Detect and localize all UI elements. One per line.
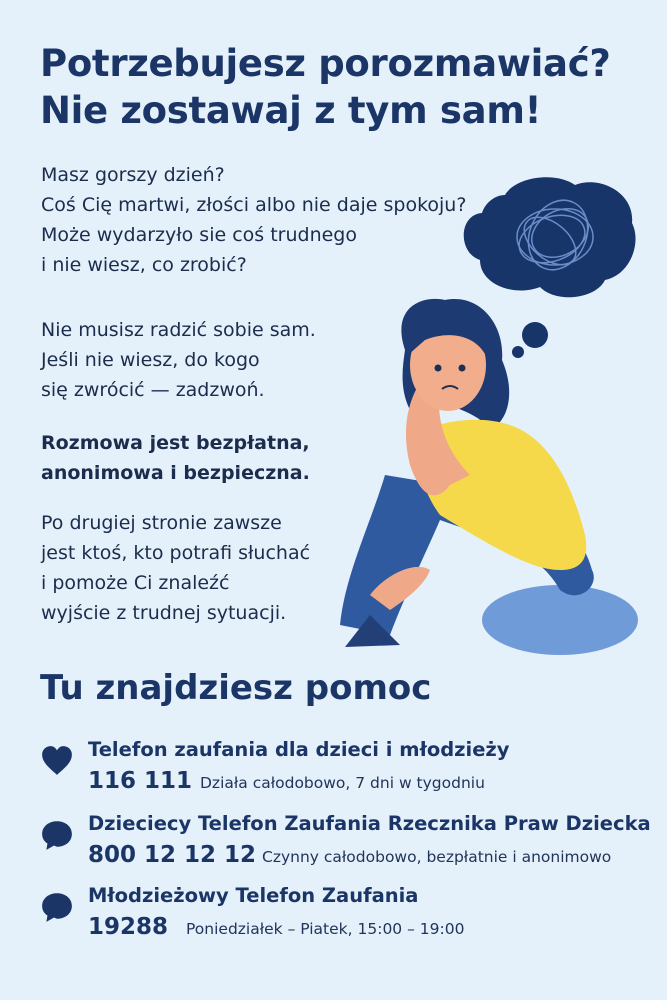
title-line-2: Nie zostawaj z tym sam! bbox=[40, 89, 542, 132]
helpline-number[interactable]: 19288 bbox=[88, 914, 169, 940]
intro-line: Może wydarzyło sie coś trudnego bbox=[41, 224, 357, 246]
helpline-name: Telefon zaufania dla dzieci i młodzieży bbox=[88, 738, 510, 761]
helpline-hours: Czynny całodobowo, bezpłatnie i anonimowo bbox=[262, 848, 612, 866]
cushion bbox=[482, 585, 638, 655]
intro-line: Coś Cię martwi, złości albo nie daje spokoju? bbox=[41, 194, 467, 216]
helpline-number[interactable]: 116 111 bbox=[88, 768, 193, 794]
listen-line: jest ktoś, kto potrafi słuchać bbox=[41, 542, 311, 564]
intro-line: Masz gorszy dzień? bbox=[41, 164, 225, 186]
listen-line: Po drugiej stronie zawsze bbox=[41, 512, 282, 534]
helpline-name: Dzieciecy Telefon Zaufania Rzecznika Praw Dziecka bbox=[88, 812, 651, 835]
listen-line: i pomoże Ci znaleźć bbox=[41, 572, 230, 594]
page-title bbox=[40, 40, 660, 134]
sad-girl-illustration bbox=[330, 175, 640, 665]
intro-line: i nie wiesz, co zrobić? bbox=[41, 254, 247, 276]
speech-bubble-icon bbox=[40, 818, 74, 852]
helpline-name: Młodzieżowy Telefon Zaufania bbox=[88, 884, 419, 907]
reassure-line: Nie musisz radzić sobie sam. bbox=[41, 319, 316, 341]
helpline-hours: Poniedziałek – Piatek, 15:00 – 19:00 bbox=[186, 920, 465, 938]
help-heading: Tu znajdziesz pomoc bbox=[40, 668, 432, 708]
heart-icon bbox=[40, 744, 74, 778]
helpline-hours: Działa całodobowo, 7 dni w tygodniu bbox=[200, 774, 485, 792]
free-call-line: Rozmowa jest bezpłatna, bbox=[41, 432, 310, 454]
speech-bubble-icon bbox=[40, 890, 74, 924]
reassure-line: Jeśli nie wiesz, do kogo bbox=[41, 349, 260, 371]
listen-line: wyjście z trudnej sytuacji. bbox=[41, 602, 287, 624]
title-line-1: Potrzebujesz porozmawiać? bbox=[40, 42, 611, 85]
free-call-line: anonimowa i bezpieczna. bbox=[41, 462, 310, 484]
helpline-number[interactable]: 800 12 12 12 bbox=[88, 842, 257, 868]
reassure-line: się zwrócić — zadzwoń. bbox=[41, 379, 265, 401]
